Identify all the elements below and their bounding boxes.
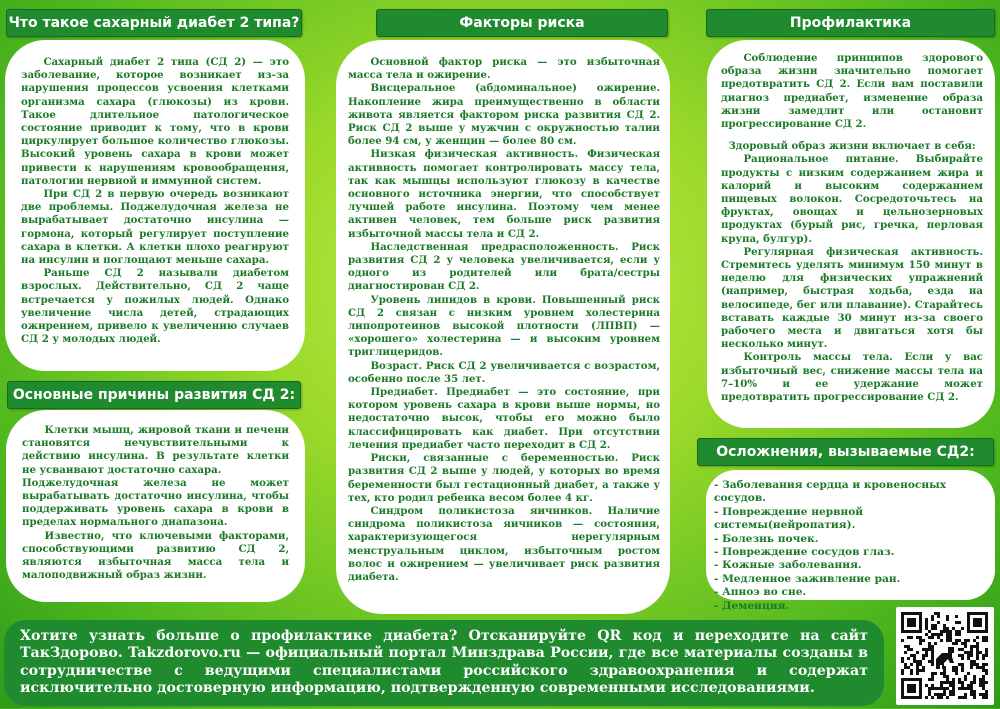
qr-code-graphic xyxy=(896,607,994,705)
prevention-panel xyxy=(707,40,995,428)
prevention-paragraph: Регулярная физическая активность. Стремитесь уделять минимум 150 минут в неделю для физических упражнений (например, быстрая ходьба, езда на велосипеде, бег или плавание). Старайтесь вставать каждые 30 минут из-за своего рабочего места и двигаться хотя бы несколько минут. xyxy=(721,245,983,351)
what-is-paragraph: Сахарный диабет 2 типа (СД 2) — это заболевание, которое возникает из-за нарушения процессов усвоения клетками организма сахара (глюкозы) из крови. Такое длительное патологическое состояние приводит к тому, что в крови циркулирует большое количество глюкозы. Высокий уровень сахара в крови может привести к нарушениям кровообращения, патологии нервной и иммунной систем. xyxy=(21,56,289,187)
prevention-title: Профилактика xyxy=(706,9,995,37)
qr-code-icon[interactable] xyxy=(896,607,994,705)
prevention-paragraph: Рациональное питание. Выбирайте продукты с низким содержанием жира и калорий и высоким содержанием пищевых волокон. Сосредоточьтесь на фруктах, овощах и цельнозерновых продуктах (бурый рис, гречка, перловая крупа, булгур). xyxy=(721,153,983,245)
causes-paragraph: Известно, что ключевыми факторами, способствующими развитию СД 2, являются избыточная масса тела и малоподвижный образ жизни. xyxy=(22,529,289,582)
complications-panel xyxy=(706,470,995,612)
causes-paragraph: Поджелудочная железа не может вырабатывать достаточно инсулина, чтобы поддерживать уровень сахара в крови в пределах нормального диапазона. xyxy=(22,476,289,529)
list-item: - Кожные заболевания. xyxy=(714,559,862,572)
risk-paragraph: Риски, связанные с беременностью. Риск развития СД 2 выше у людей, у которых во время беременности был гестационный диабет, а также у тех, кто родил ребенка весом более 4 кг. xyxy=(348,452,660,504)
risk-paragraph: Наследственная предрасположенность. Риск развития СД 2 у человека увеличивается, если у одного из родителей или брата/сестры диагностирован СД 2. xyxy=(348,240,660,293)
what-is-paragraph: Раньше СД 2 называли диабетом взрослых. Действительно, СД 2 чаще встречается у пожилых людей. Однако увеличение числа детей, страдающих ожирением, привело к увеличению случаев СД 2 у молодых людей. xyxy=(21,267,289,346)
risk-paragraph: Основной фактор риска — это избыточная масса тела и ожирение. xyxy=(348,56,660,82)
risk-paragraph: Синдром поликистоза яичников. Наличие синдрома поликистоза яичников — состояния, характеризующегося нерегулярным менструальным циклом, избыточным ростом волос и ожирением — увеличивает риск развития диабета. xyxy=(348,504,660,583)
complications-list xyxy=(714,479,985,613)
prevention-subheading: Здоровый образ жизни включает в себя: xyxy=(728,140,976,153)
list-item: - Заболевания сердца и кровеносных сосудов. xyxy=(714,479,947,505)
risk-title: Факторы риска xyxy=(376,9,668,37)
risk-paragraph: Низкая физическая активность. Физическая активность помогает контролировать массу тела, так как мышцы используют глюкозу в качестве основного источника энергии, что способствует лучшей работе инсулина. Поэтому чем менее активен человек, тем больше риск развития избыточной массы тела и СД 2. xyxy=(348,148,660,240)
prevention-intro: Соблюдение принципов здорового образа жизни значительно помогает предотвратить СД 2. Если вам поставили диагноз предиабет, изменение образа жизни замедлит или остановит прогрессирование СД 2. xyxy=(721,52,983,131)
list-item: - Апноэ во сне. xyxy=(714,586,807,599)
complications-title: Осложнения, вызываемые СД2: xyxy=(697,438,994,466)
list-item: - Повреждение нервной системы(нейропатия). xyxy=(714,505,864,532)
causes-paragraph: Клетки мышц, жировой ткани и печени становятся нечувствительными к действию инсулина. В результате клетки не усваивают достаточно сахара. xyxy=(22,424,289,476)
list-item: - Болезнь почек. xyxy=(714,532,819,545)
what-is-title: Что такое сахарный диабет 2 типа? xyxy=(6,9,302,37)
risk-paragraph: Висцеральное (абдоминальное) ожирение. Накопление жира преимущественно в области живота является фактором риска развития СД 2. Риск СД 2 выше у мужчин с окружностью талии более 94 см, у женщин — более 80 см. xyxy=(348,82,660,148)
causes-panel xyxy=(6,410,305,602)
footer-banner xyxy=(4,620,884,706)
list-item: - Медленное заживление ран. xyxy=(714,572,901,585)
what-is-paragraph: При СД 2 в первую очередь возникают две проблемы. Поджелудочная железа не вырабатывает достаточно инсулина — гормона, который регулирует поступление сахара в клетки. А клетки плохо реагируют на инсулин и поглощают меньше сахара. xyxy=(21,188,289,267)
what-is-panel xyxy=(5,40,305,371)
risk-panel xyxy=(336,40,670,614)
risk-paragraph: Уровень липидов в крови. Повышенный риск СД 2 связан с низким уровнем холестерина липопротеинов высокой плотности (ЛПВП) — «хорошего» холестерина — и высоким уровнем триглицеридов. xyxy=(348,293,660,359)
risk-paragraph: Предиабет. Предиабет — это состояние, при котором уровень сахара в крови выше нормы, но недостаточно высок, чтобы его можно было классифицировать как диабет. При отсутствии лечения предиабет часто переходит в СД 2. xyxy=(348,386,660,451)
footer-text: Хотите узнать больше о профилактике диабета? Отсканируйте QR код и переходите на сайт ТакЗдорово. Takzdorovo.ru — официальный портал Минздрава России, где все материалы созданы в сотрудничестве с ведущими специалистами российского здравоохранения и содержат исключительно достоверную информацию, подтвержденную современными исследованиями. xyxy=(20,628,868,697)
risk-paragraph: Возраст. Риск СД 2 увеличивается с возрастом, особенно после 35 лет. xyxy=(348,359,660,385)
list-item: - Деменция. xyxy=(714,599,790,612)
list-item: - Повреждение сосудов глаз. xyxy=(714,546,895,559)
causes-title: Основные причины развития СД 2: xyxy=(7,381,301,409)
prevention-paragraph: Контроль массы тела. Если у вас избыточный вес, снижение массы тела на 7–10% и ее удержание может предотвратить прогрессирование СД 2. xyxy=(721,351,983,404)
